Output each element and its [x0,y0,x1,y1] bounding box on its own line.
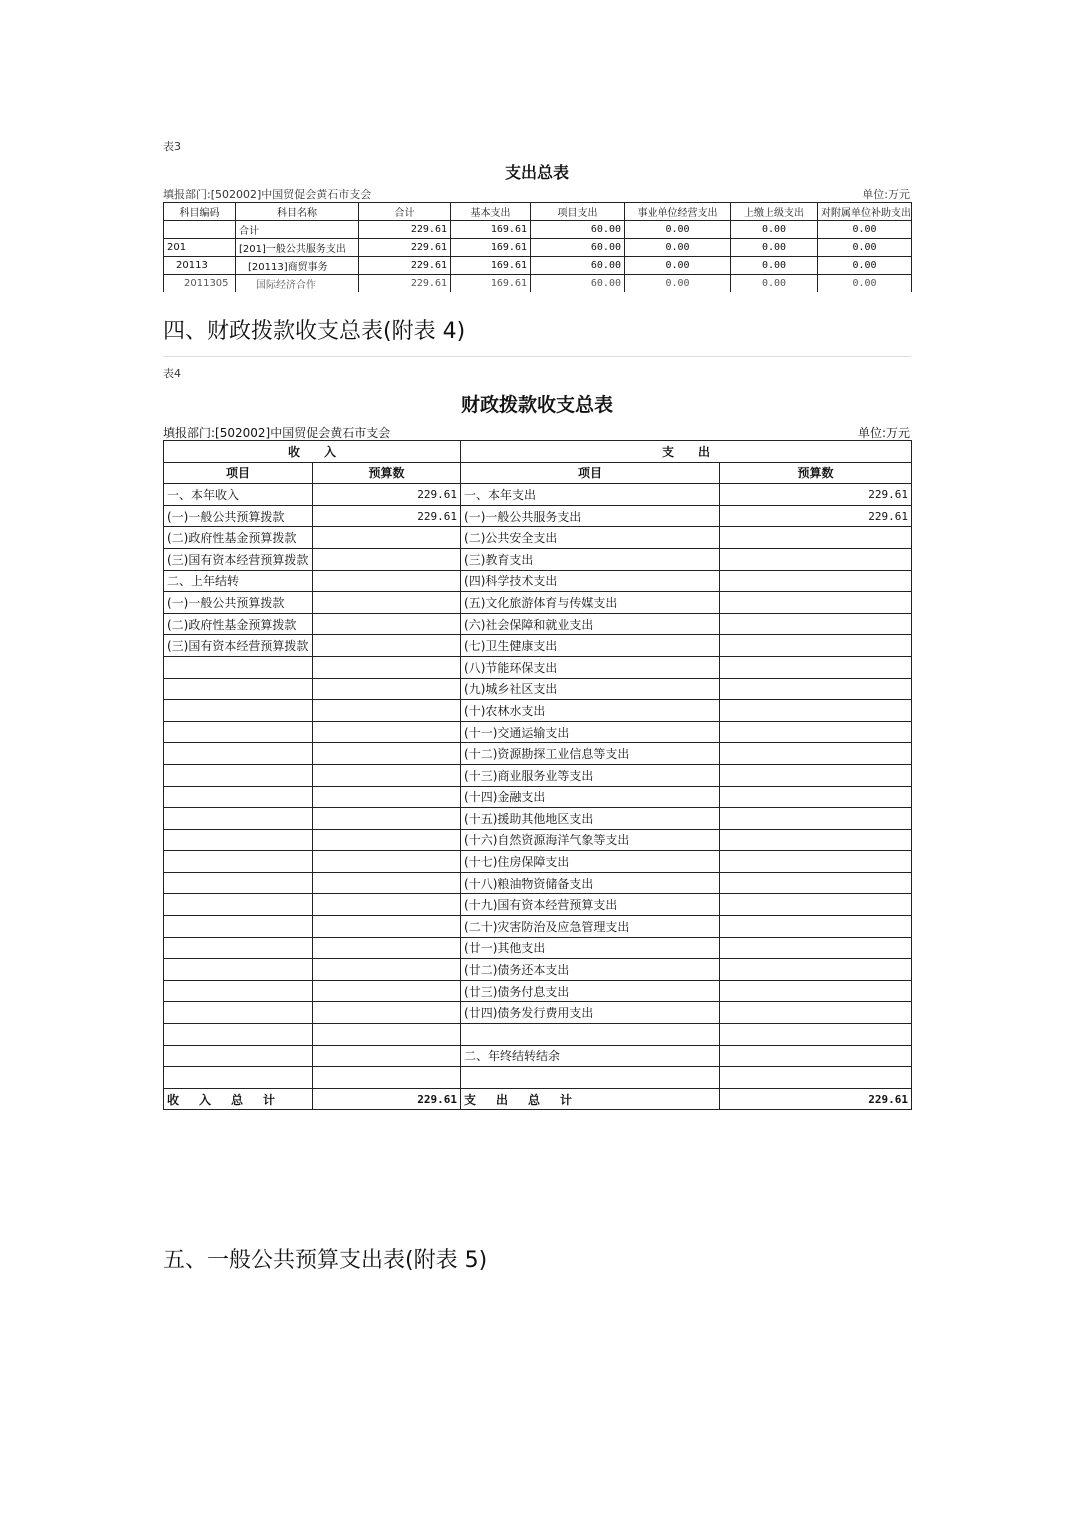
table4-cell [720,937,912,959]
table4-row [164,916,912,938]
table4-cell [164,700,313,722]
table4-cell [313,937,461,959]
table4-cell [313,570,461,592]
table4-cell: (二十)灾害防治及应急管理支出 [461,916,720,938]
table4-cell [164,916,313,938]
expense-group-header: 支 出 [461,441,912,463]
table4-cell [461,1024,720,1046]
table3-header-row [164,203,912,221]
table4-cell [720,613,912,635]
table4-cell [164,656,313,678]
table4-group-row [164,441,912,463]
table4-row [164,613,912,635]
table4-cell [313,635,461,657]
table4-cell [164,743,313,765]
table4-unit: 单位:万元 [857,426,910,440]
table4-cell [164,721,313,743]
table4-cell [720,829,912,851]
table4-cell [720,570,912,592]
table4-cell: (十二)资源勘探工业信息等支出 [461,743,720,765]
table4-dept: 填报部门:[502002]中国贸促会黄石市支会 [163,426,391,440]
table4-cell: (九)城乡社区支出 [461,678,720,700]
table4-row [164,527,912,549]
section-heading-4: 四、财政拨款收支总表(附表 4) [163,319,466,344]
table3-cell: 0.00 [625,221,731,239]
table4-cell [164,959,313,981]
table3-col-header: 事业单位经营支出 [625,203,731,221]
table3-cell: 169.61 [451,275,531,293]
table4-cell: (十六)自然资源海洋气象等支出 [461,829,720,851]
table4-cell [461,1067,720,1089]
table4-cell [313,808,461,830]
table4-cell [313,700,461,722]
table4-row [164,635,912,657]
table4-cell [313,527,461,549]
table4-cell [164,872,313,894]
table4-row [164,678,912,700]
table4-cell [164,786,313,808]
table4-cell: (十九)国有资本经营预算支出 [461,894,720,916]
table4-row [164,786,912,808]
table4-cell: (八)节能环保支出 [461,656,720,678]
table4-cell: (廿三)债务付息支出 [461,980,720,1002]
table4-cell: (十)农林水支出 [461,700,720,722]
table3-cell: 60.00 [531,257,625,275]
table4-row [164,1067,912,1089]
table4-cell [720,743,912,765]
table4-cell: (六)社会保障和就业支出 [461,613,720,635]
table3-cell: 合计 [236,221,359,239]
table4-total-row [164,1088,912,1110]
table4-row [164,592,912,614]
table4-row [164,937,912,959]
table3-cell: 0.00 [625,239,731,257]
table4-row [164,872,912,894]
table4-cell [720,916,912,938]
table4-row [164,656,912,678]
table4-cell [720,959,912,981]
table4-cell [720,1002,912,1024]
table3-cell: 229.61 [359,239,451,257]
table4-cell [720,764,912,786]
table4-row [164,721,912,743]
table4-cell: (十四)金融支出 [461,786,720,808]
table3-cell: 0.00 [625,275,731,293]
table4-row [164,764,912,786]
table4-cell [313,829,461,851]
table3-cell: 229.61 [359,221,451,239]
table4-cell [164,1002,313,1024]
table4-cell: (四)科学技术支出 [461,570,720,592]
table4-cell [720,635,912,657]
table4-cell [164,678,313,700]
table3-cell: 229.61 [359,275,451,293]
table4-cell [313,872,461,894]
table4-cell [164,1045,313,1067]
table4-row [164,548,912,570]
table4-cell [313,980,461,1002]
table4-cell [313,1045,461,1067]
table3-cell: 0.00 [818,257,912,275]
table3-cell: 2011305 [164,275,236,293]
table4-cell [720,721,912,743]
table4-cell [164,980,313,1002]
income-item-header: 项目 [164,462,313,484]
table4-cell: (三)教育支出 [461,548,720,570]
table4-cell [313,548,461,570]
table3-cell: 0.00 [625,257,731,275]
table4-cell [313,592,461,614]
table4-cell: (三)国有资本经营预算拨款 [164,635,313,657]
section-heading-5: 五、一般公共预算支出表(附表 5) [163,1248,488,1273]
table4-cell: 229.61 [720,484,912,506]
table4-cell [720,592,912,614]
table4-cell: (二)政府性基金预算拨款 [164,527,313,549]
table4-cell [720,527,912,549]
expense-budget-header: 预算数 [720,462,912,484]
table3-cell: [20113]商贸事务 [236,257,359,275]
divider [163,356,911,357]
table4-cell [720,851,912,873]
table4-cell [720,1045,912,1067]
table3-cell: 169.61 [451,221,531,239]
table4-row [164,959,912,981]
table4-cell [164,1067,313,1089]
table3-cell: 0.00 [818,221,912,239]
table3-cell: 0.00 [818,239,912,257]
table3-cell: 0.00 [731,221,818,239]
table4-row [164,1024,912,1046]
table3-col-header: 基本支出 [451,203,531,221]
table4-row [164,570,912,592]
table4-cell [720,808,912,830]
table4-cell: (十八)粮油物资储备支出 [461,872,720,894]
table4-cell: (一)一般公共预算拨款 [164,592,313,614]
table4-title: 财政拨款收支总表 [460,394,613,416]
table4-cell: (一)一般公共服务支出 [461,505,720,527]
table4-cell: (廿二)债务还本支出 [461,959,720,981]
table4-cell: (十一)交通运输支出 [461,721,720,743]
table3-col-header: 上缴上级支出 [731,203,818,221]
table4-cell: (二)公共安全支出 [461,527,720,549]
income-total-value: 229.61 [313,1088,461,1110]
table3-col-header: 对附属单位补助支出 [818,203,912,221]
table3-dept: 填报部门:[502002]中国贸促会黄石市支会 [163,188,372,201]
table3-row [164,221,912,239]
table4-row [164,743,912,765]
table3-cell: 169.61 [451,239,531,257]
table3-tag: 表3 [163,140,181,153]
table4-cell: 二、年终结转结余 [461,1045,720,1067]
table4-cell: (十七)住房保障支出 [461,851,720,873]
table4-cell: (三)国有资本经营预算拨款 [164,548,313,570]
table4-row [164,851,912,873]
table4-cell: 一、本年支出 [461,484,720,506]
table4-cell: (廿四)债务发行费用支出 [461,1002,720,1024]
table4-cell [720,678,912,700]
table3-cell: 60.00 [531,239,625,257]
table4-cell [720,1024,912,1046]
table3-col-header: 科目名称 [236,203,359,221]
table4-row [164,1045,912,1067]
table3-cell: 60.00 [531,221,625,239]
table4-cell: (五)文化旅游体育与传媒支出 [461,592,720,614]
table4-cell [313,1067,461,1089]
table4-column-row [164,462,912,484]
table4-cell [720,894,912,916]
table3-col-header: 合计 [359,203,451,221]
income-total-label: 收入总计 [164,1088,313,1110]
table4-cell [164,894,313,916]
table4-cell [313,1002,461,1024]
table3-cell [164,221,236,239]
table4-tag: 表4 [163,367,181,380]
fiscal-appropriation-table [163,440,912,1110]
table4-cell [313,613,461,635]
table4-row [164,1002,912,1024]
table3-cell: 20113 [164,257,236,275]
table4-row [164,808,912,830]
table4-cell [164,808,313,830]
table3-col-header: 科目编码 [164,203,236,221]
expense-summary-table [163,202,912,292]
table4-cell [313,786,461,808]
expense-total-label: 支出总计 [461,1088,720,1110]
table4-cell [313,764,461,786]
table3-cell: 0.00 [818,275,912,293]
table3-cell: 0.00 [731,257,818,275]
table4-cell: 二、上年结转 [164,570,313,592]
table4-cell: 一、本年收入 [164,484,313,506]
table4-row [164,980,912,1002]
income-group-header: 收 入 [164,441,461,463]
table4-cell: (七)卫生健康支出 [461,635,720,657]
table4-cell [720,548,912,570]
table4-cell [164,1024,313,1046]
table4-cell [313,656,461,678]
table4-cell [164,937,313,959]
table4-cell: 229.61 [313,484,461,506]
table4-cell: 229.61 [313,505,461,527]
table4-row [164,829,912,851]
table4-cell [313,743,461,765]
table4-cell: (一)一般公共预算拨款 [164,505,313,527]
income-budget-header: 预算数 [313,462,461,484]
table4-row [164,484,912,506]
table4-cell [313,894,461,916]
table3-title: 支出总表 [504,163,569,182]
table4-cell [313,851,461,873]
table4-cell [720,786,912,808]
table4-cell [720,656,912,678]
table3-row [164,239,912,257]
table3-cell: [201]一般公共服务支出 [236,239,359,257]
table4-cell [313,1024,461,1046]
table4-cell [164,764,313,786]
table4-cell [164,851,313,873]
table3-unit: 单位:万元 [862,188,910,201]
table4-cell: (十三)商业服务业等支出 [461,764,720,786]
table4-row [164,894,912,916]
table3-row [164,257,912,275]
table4-cell [313,959,461,981]
table4-cell: 229.61 [720,505,912,527]
table4-cell [720,700,912,722]
table4-row [164,700,912,722]
table4-cell [313,916,461,938]
table4-cell: (廿一)其他支出 [461,937,720,959]
table3-row [164,275,912,293]
table3-cell: 201 [164,239,236,257]
table4-cell [720,1067,912,1089]
table3-cell: 169.61 [451,257,531,275]
table4-cell: (二)政府性基金预算拨款 [164,613,313,635]
table3-cell: 229.61 [359,257,451,275]
expense-item-header: 项目 [461,462,720,484]
expense-total-value: 229.61 [720,1088,912,1110]
table4-cell [313,678,461,700]
table3-col-header: 项目支出 [531,203,625,221]
table3-cell: 60.00 [531,275,625,293]
table4-row [164,505,912,527]
table4-cell [720,980,912,1002]
table4-cell [313,721,461,743]
table3-cell: 0.00 [731,275,818,293]
table4-cell [164,829,313,851]
table4-cell: (十五)援助其他地区支出 [461,808,720,830]
table3-cell: 国际经济合作 [236,275,359,293]
table3-cell: 0.00 [731,239,818,257]
table4-cell [720,872,912,894]
